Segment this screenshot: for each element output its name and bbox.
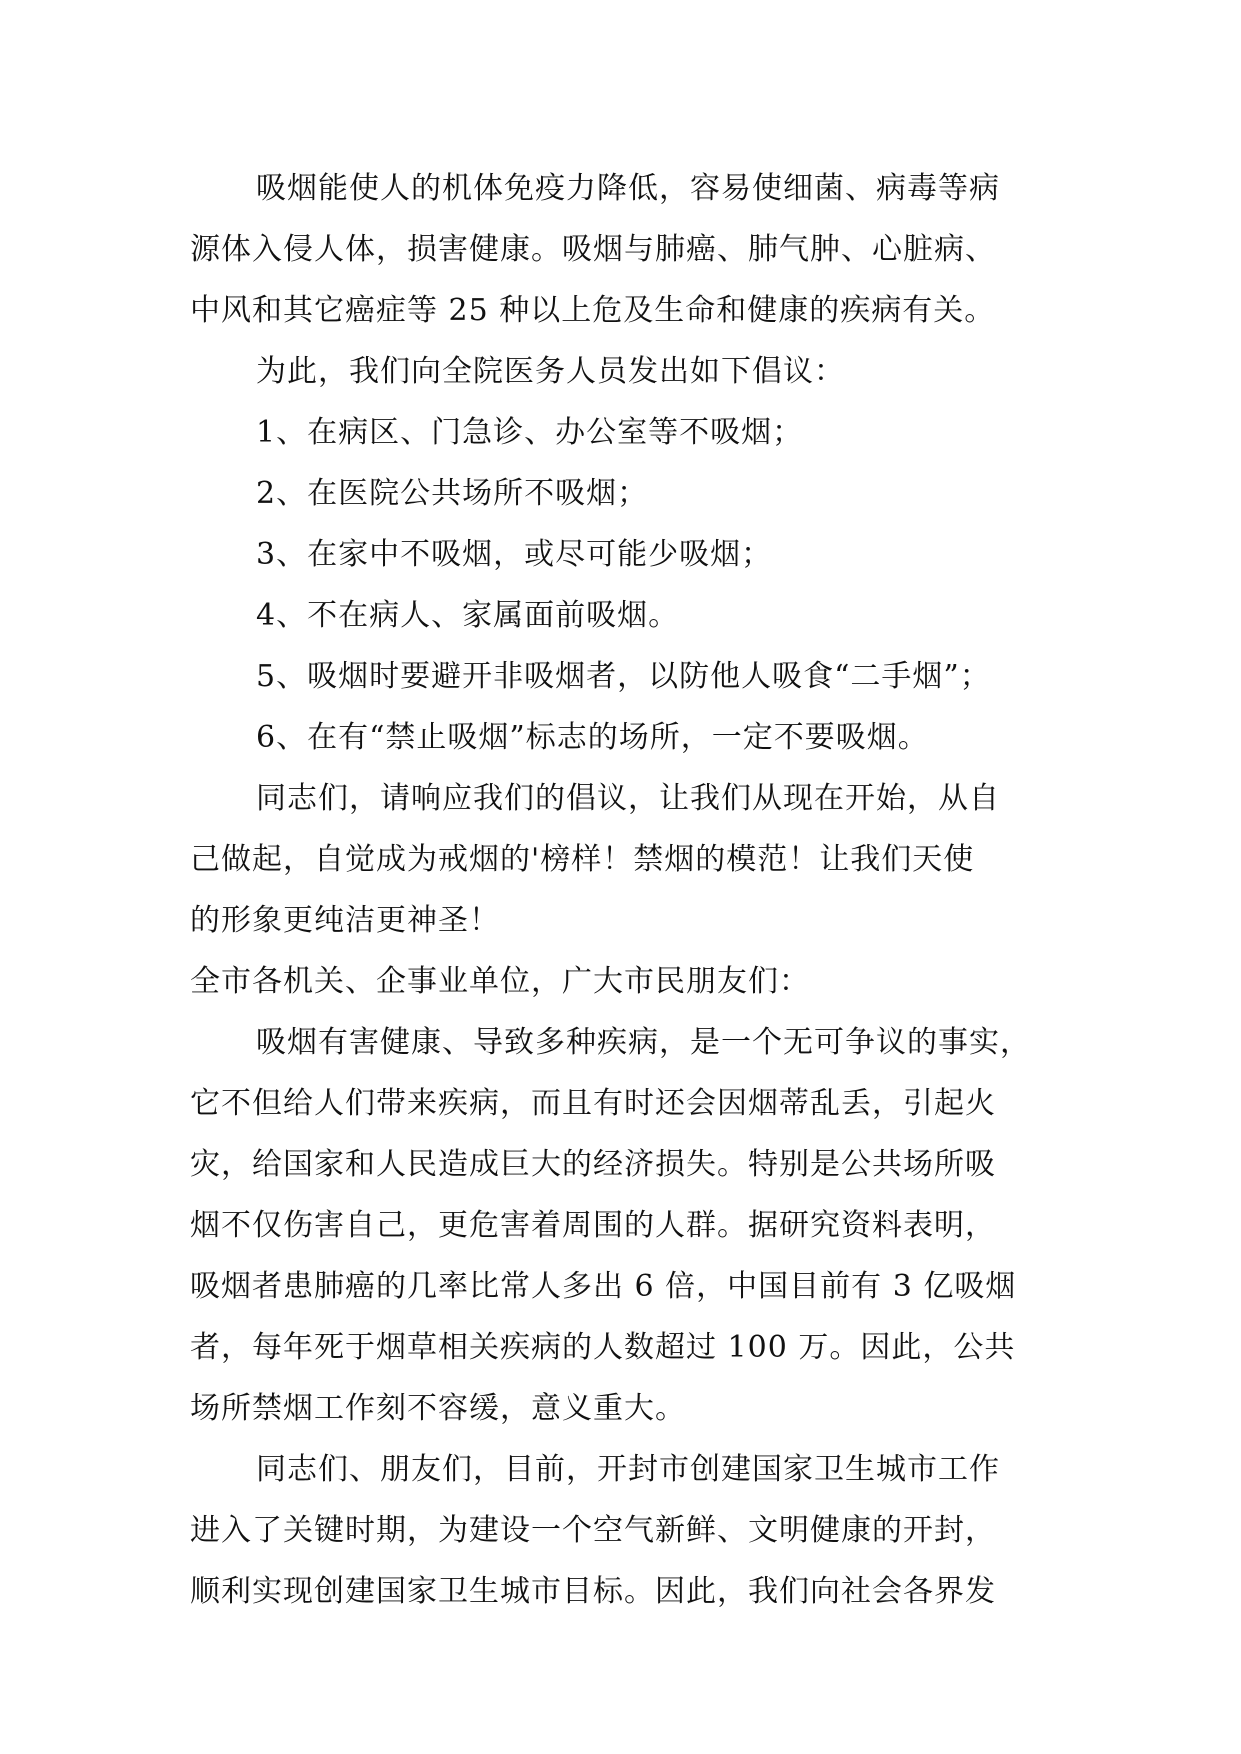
paragraph-line: 烟不仅伤害自己，更危害着周围的人群。据研究资料表明， bbox=[190, 1208, 996, 1243]
paragraph-line: 同志们、朋友们，目前，开封市创建国家卫生城市工作 bbox=[256, 1452, 1000, 1487]
paragraph-line: 源体入侵人体，损害健康。吸烟与肺癌、肺气肿、心脏病、 bbox=[190, 232, 996, 267]
paragraph-line: 同志们，请响应我们的倡议，让我们从现在开始，从自 bbox=[256, 781, 1000, 816]
paragraph-line: 己做起，自觉成为戒烟的'榜样！禁烟的模范！让我们天使 bbox=[190, 842, 975, 877]
paragraph-line: 吸烟者患肺癌的几率比常人多出 6 倍，中国目前有 3 亿吸烟 bbox=[190, 1269, 1017, 1304]
paragraph-line: 为此，我们向全院医务人员发出如下倡议： bbox=[256, 354, 845, 389]
paragraph-line: 吸烟能使人的机体免疫力降低，容易使细菌、病毒等病 bbox=[256, 171, 1000, 206]
list-item: 5、吸烟时要避开非吸烟者，以防他人吸食“二手烟”； bbox=[256, 659, 991, 694]
list-item: 2、在医院公共场所不吸烟； bbox=[256, 476, 649, 511]
paragraph-line: 场所禁烟工作刻不容缓，意义重大。 bbox=[190, 1391, 686, 1426]
paragraph-line: 灾，给国家和人民造成巨大的经济损失。特别是公共场所吸 bbox=[190, 1147, 996, 1182]
paragraph-line: 吸烟有害健康、导致多种疾病，是一个无可争议的事实， bbox=[256, 1025, 1031, 1060]
paragraph-line: 顺利实现创建国家卫生城市目标。因此，我们向社会各界发 bbox=[190, 1574, 996, 1609]
paragraph-line: 者，每年死于烟草相关疾病的人数超过 100 万。因此，公共 bbox=[190, 1330, 1016, 1365]
salutation-line: 全市各机关、企事业单位，广大市民朋友们： bbox=[190, 964, 810, 999]
list-item: 4、不在病人、家属面前吸烟。 bbox=[256, 598, 680, 633]
list-item: 3、在家中不吸烟，或尽可能少吸烟； bbox=[256, 537, 773, 572]
document-body bbox=[190, 158, 1060, 1622]
paragraph-line: 它不但给人们带来疾病，而且有时还会因烟蒂乱丢，引起火 bbox=[190, 1086, 996, 1121]
list-item: 1、在病区、门急诊、办公室等不吸烟； bbox=[256, 415, 804, 450]
paragraph-line: 进入了关键时期，为建设一个空气新鲜、文明健康的开封， bbox=[190, 1513, 996, 1548]
paragraph-line: 的形象更纯洁更神圣！ bbox=[190, 903, 500, 938]
list-item: 6、在有“禁止吸烟”标志的场所，一定不要吸烟。 bbox=[256, 720, 929, 755]
paragraph-line: 中风和其它癌症等 25 种以上危及生命和健康的疾病有关。 bbox=[190, 293, 996, 328]
